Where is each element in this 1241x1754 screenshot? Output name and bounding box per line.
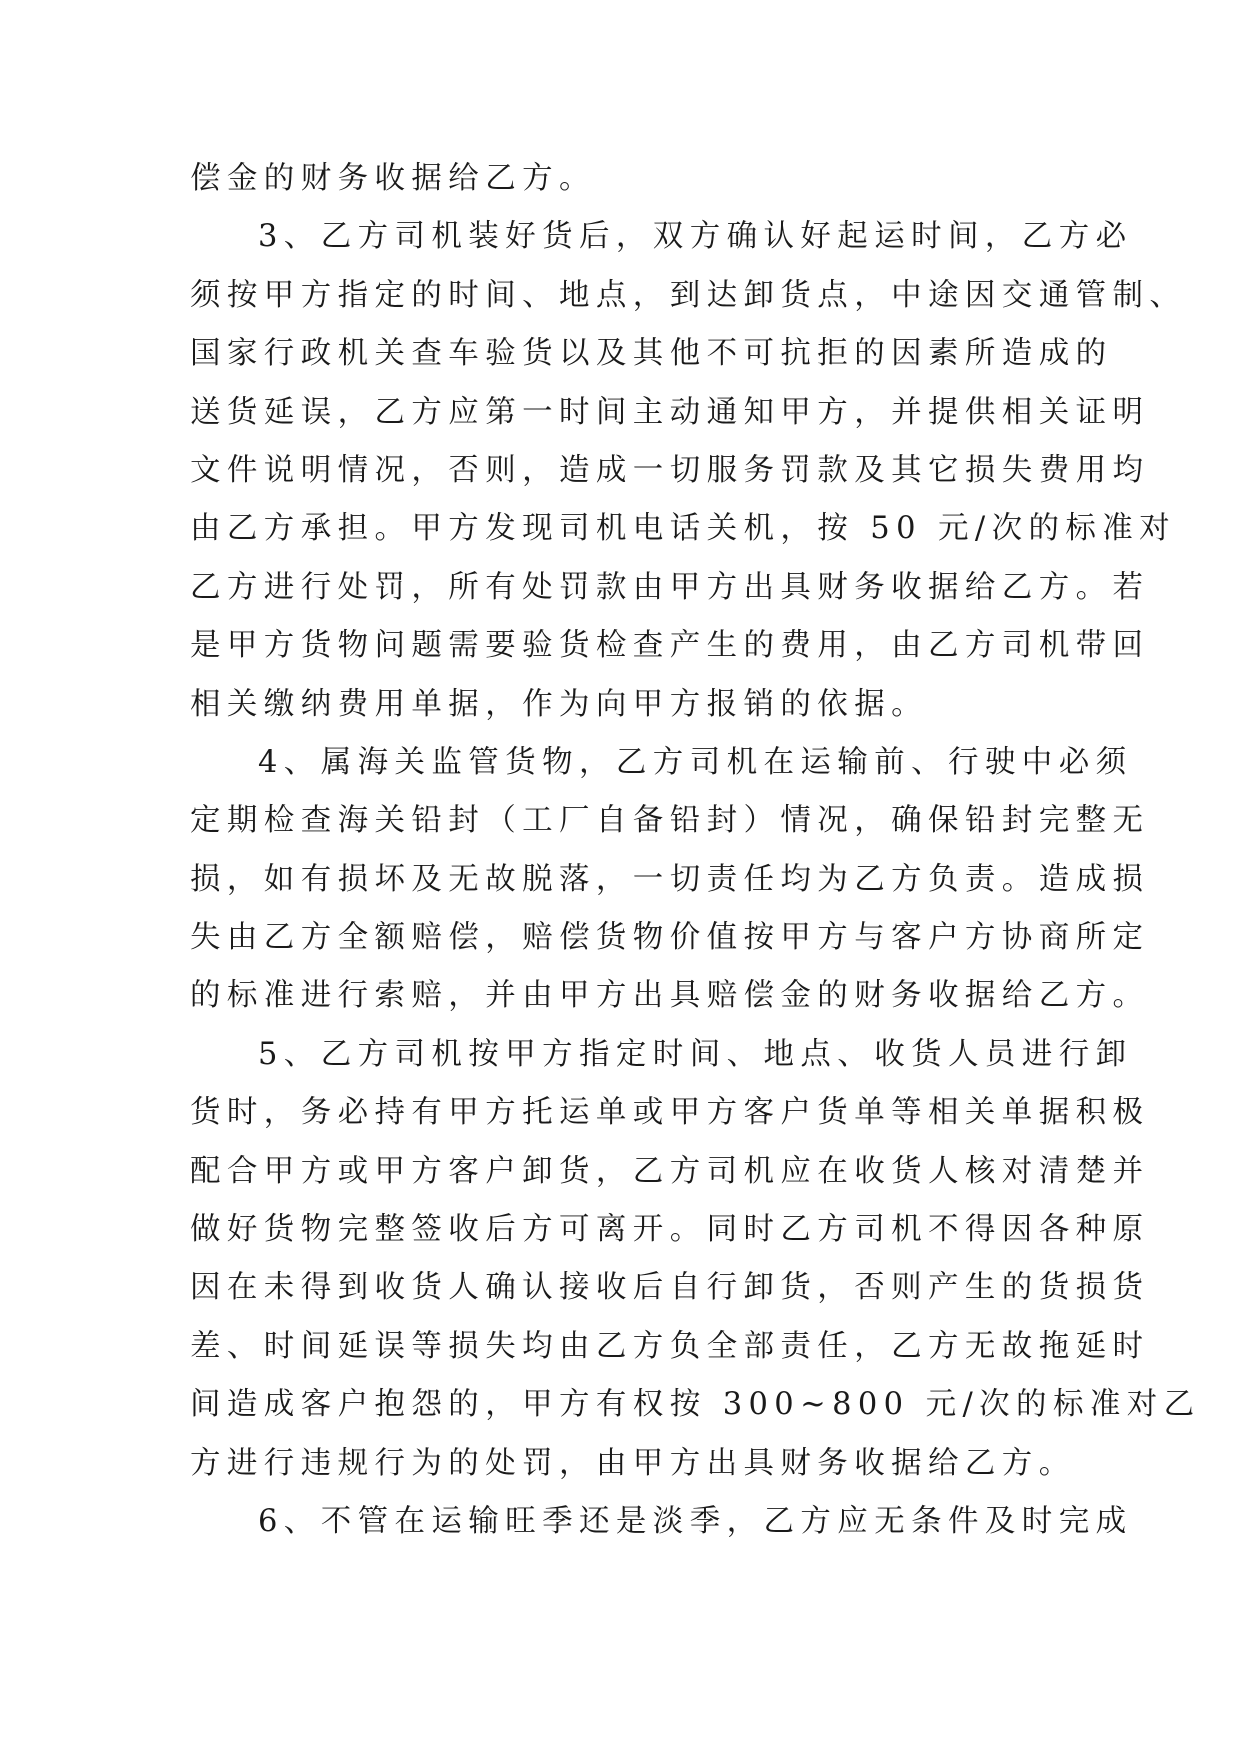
text-line: 配合甲方或甲方客户卸货，乙方司机应在收货人核对清楚并 [190,1153,1150,1189]
text-line: 失由乙方全额赔偿，赔偿货物价值按甲方与客户方协商所定 [190,920,1150,956]
text-line: 偿金的财务收据给乙方。 [190,161,596,196]
text-line: 间造成客户抱怨的，甲方有权按 300~800 元/次的标准对乙 [190,1387,1201,1423]
text-line: 方进行违规行为的处罚，由甲方出具财务收据给乙方。 [190,1445,1076,1481]
clause-5-heading-line: 5、乙方司机按甲方指定时间、地点、收货人员进行卸 [258,1036,1133,1072]
text-line: 因在未得到收货人确认接收后自行卸货，否则产生的货损货 [190,1270,1150,1306]
clause-4-heading-line: 4、属海关监管货物，乙方司机在运输前、行驶中必须 [258,744,1133,780]
clause-6-heading-line: 6、不管在运输旺季还是淡季，乙方应无条件及时完成 [258,1503,1133,1539]
text-line: 国家行政机关查车验货以及其他不可抗拒的因素所造成的 [190,336,1113,372]
text-line: 损，如有损坏及无故脱落，一切责任均为乙方负责。造成损 [190,861,1150,897]
text-line: 由乙方承担。甲方发现司机电话关机，按 50 元/次的标准对 [190,511,1177,547]
document-body [190,150,1201,1551]
text-line: 送货延误，乙方应第一时间主动通知甲方，并提供相关证明 [190,394,1150,430]
text-line: 须按甲方指定的时间、地点，到达卸货点，中途因交通管制、 [190,277,1187,313]
text-line: 差、时间延误等损失均由乙方负全部责任，乙方无故拖延时 [190,1328,1150,1364]
text-line: 相关缴纳费用单据，作为向甲方报销的依据。 [190,686,928,722]
clause-3-heading-line: 3、乙方司机装好货后，双方确认好起运时间，乙方必 [258,219,1133,255]
text-line: 乙方进行处罚，所有处罚款由甲方出具财务收据给乙方。若 [190,569,1150,605]
text-line: 定期检查海关铅封（工厂自备铅封）情况，确保铅封完整无 [190,803,1150,839]
text-line: 文件说明情况，否则，造成一切服务罚款及其它损失费用均 [190,452,1150,488]
text-line: 的标准进行索赔，并由甲方出具赔偿金的财务收据给乙方。 [190,978,1150,1014]
text-line: 货时，务必持有甲方托运单或甲方客户货单等相关单据积极 [190,1095,1150,1131]
text-line: 做好货物完整签收后方可离开。同时乙方司机不得因各种原 [190,1212,1150,1248]
text-line: 是甲方货物问题需要验货检查产生的费用，由乙方司机带回 [190,628,1150,664]
